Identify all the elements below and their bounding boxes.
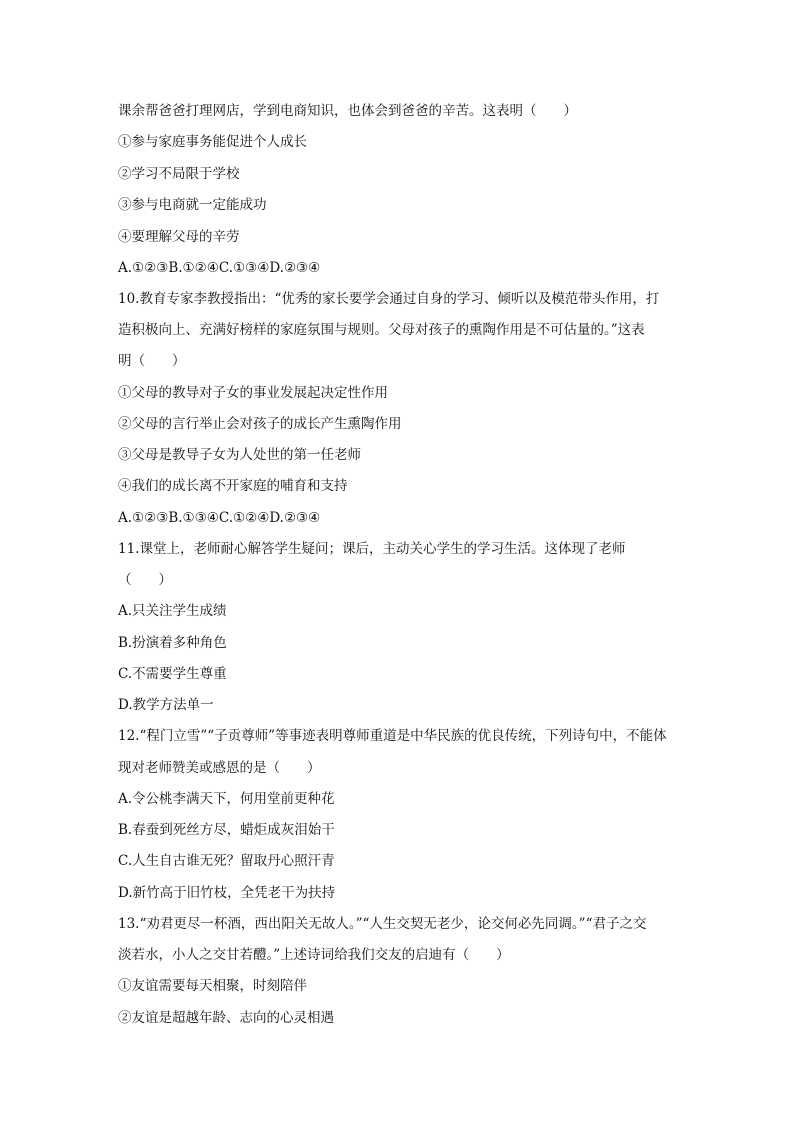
question-12-option-b: B.春蚕到死丝方尽，蜡炬成灰泪始干 bbox=[118, 822, 335, 838]
question-12-stem-line-2: 现对老师赞美或感恩的是（ ） bbox=[118, 760, 321, 776]
question-12-stem-line-1: 12.“程门立雪”“子贡尊师”等事迹表明尊师重道是中华民族的优良传统，下列诗句中，不能体 bbox=[118, 728, 667, 744]
question-11-option-c: C.不需要学生尊重 bbox=[118, 666, 227, 682]
question-12-option-a: A.令公桃李满天下，何用堂前更种花 bbox=[118, 791, 335, 807]
question-10-statement-2: ②父母的言行举止会对孩子的成长产生熏陶作用 bbox=[118, 416, 402, 432]
question-10-statement-3: ③父母是教导子女为人处世的第一任老师 bbox=[118, 447, 361, 463]
question-11-stem-line-2: （ ） bbox=[118, 572, 172, 588]
question-10-stem-line-1: 10.教育专家李教授指出：“优秀的家长要学会通过自身的学习、倾听以及模范带头作用，打 bbox=[118, 291, 660, 307]
question-11-option-d: D.教学方法单一 bbox=[118, 697, 214, 713]
question-10-stem-line-3: 明（ ） bbox=[118, 353, 186, 369]
question-10-statement-4: ④我们的成长离不开家庭的哺育和支持 bbox=[118, 478, 348, 494]
question-12-option-d: D.新竹高于旧竹枝，全凭老干为扶持 bbox=[118, 885, 336, 901]
question-11-option-a: A.只关注学生成绩 bbox=[118, 603, 227, 619]
question-10-options: A.①②③B.①③④C.①②④D.②③④ bbox=[118, 510, 321, 526]
question-10-stem-line-2: 造积极向上、充满好榜样的家庭氛围与规则。父母对孩子的熏陶作用是不可估量的。”这表 bbox=[118, 322, 645, 338]
question-11-option-b: B.扮演着多种角色 bbox=[118, 635, 227, 651]
question-9-statement-4: ④要理解父母的辛劳 bbox=[118, 229, 240, 245]
question-13-statement-1: ①友谊需要每天相聚，时刻陪伴 bbox=[118, 978, 307, 994]
question-9-stem: 课余帮爸爸打理网店，学到电商知识，也体会到爸爸的辛苦。这表明（ ） bbox=[118, 103, 577, 119]
question-11-stem-line-1: 11.课堂上，老师耐心解答学生疑问；课后，主动关心学生的学习生活。这体现了老师 bbox=[118, 541, 626, 557]
question-9-options: A.①②③B.①②④C.①③④D.②③④ bbox=[118, 260, 321, 276]
question-10-statement-1: ①父母的教导对子女的事业发展起决定性作用 bbox=[118, 385, 388, 401]
question-9-statement-1: ①参与家庭事务能促进个人成长 bbox=[118, 134, 307, 150]
question-13-stem-line-2: 淡若水，小人之交甘若醴。”上述诗词给我们交友的启迪有（ ） bbox=[118, 947, 510, 963]
question-13-statement-2: ②友谊是超越年龄、志向的心灵相遇 bbox=[118, 1010, 334, 1026]
question-9-statement-2: ②学习不局限于学校 bbox=[118, 166, 240, 182]
question-9-statement-3: ③参与电商就一定能成功 bbox=[118, 197, 267, 213]
question-13-stem-line-1: 13.“劝君更尽一杯酒，西出阳关无故人。”“人生交契无老少，论交何必先同调。”“君子之交 bbox=[118, 916, 647, 932]
question-12-option-c: C.人生自古谁无死？留取丹心照汗青 bbox=[118, 853, 335, 869]
